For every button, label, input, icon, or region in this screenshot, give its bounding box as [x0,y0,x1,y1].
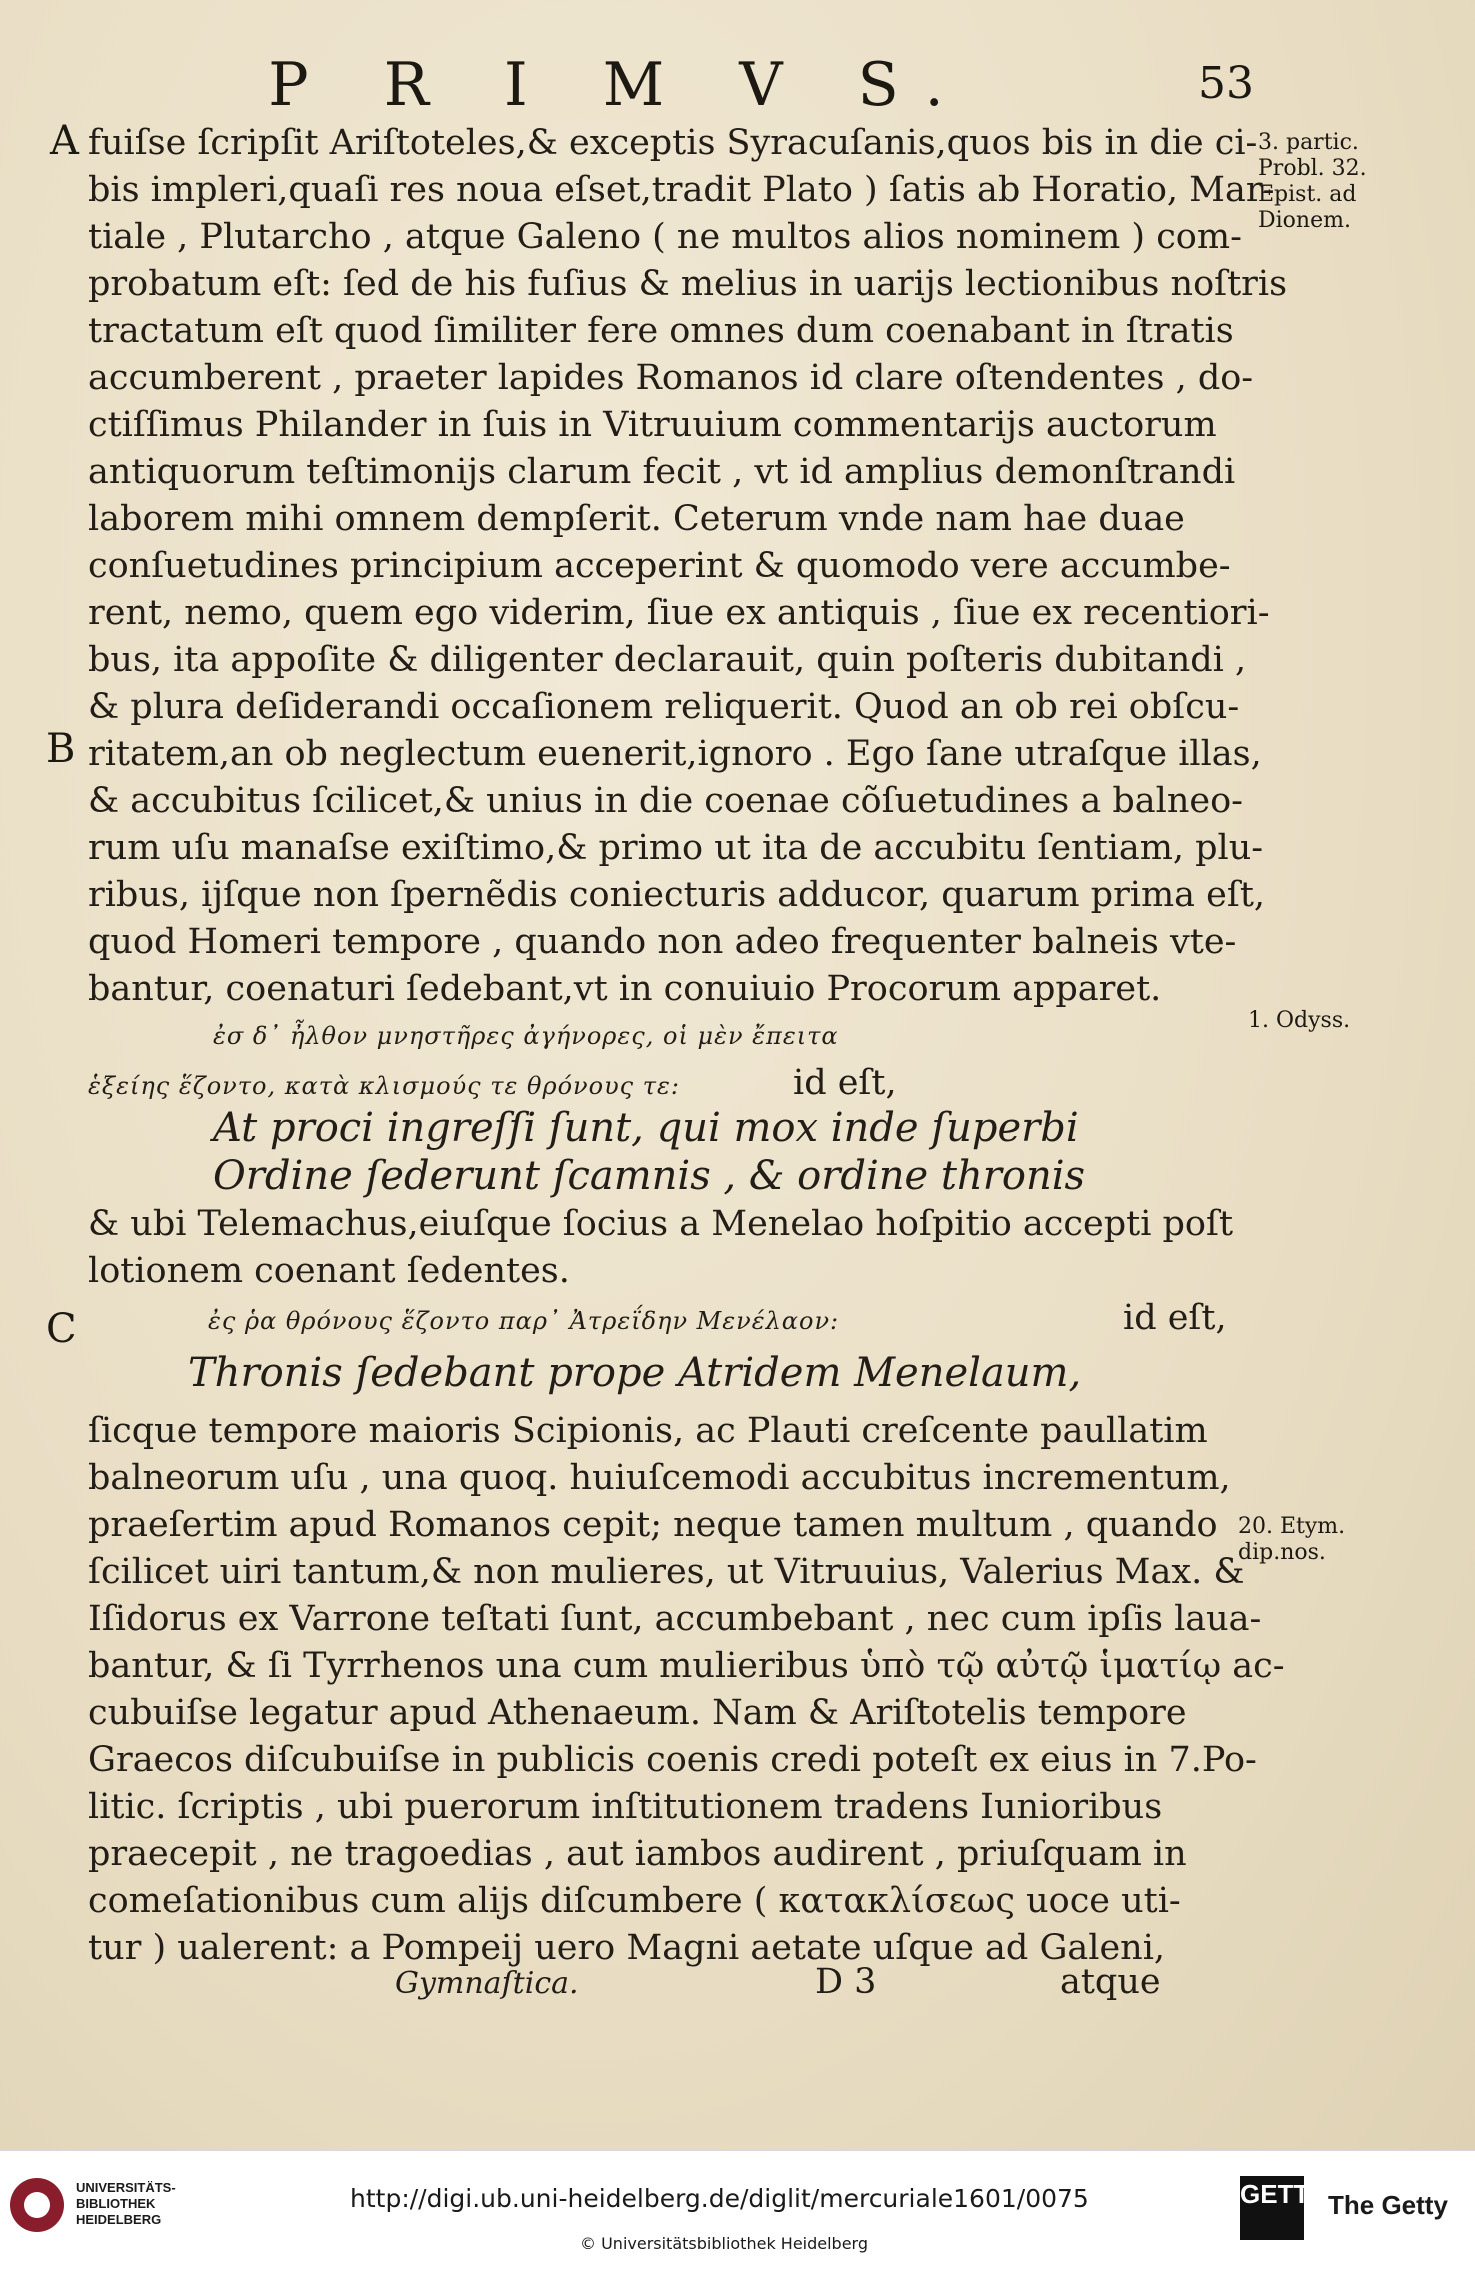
greek-quote-line-2 [88,1060,1268,1105]
latin-verse-line: Thronis ſedebant prope Atridem Menelaum, [188,1350,1082,1396]
text-line: & plura deſiderandi occaſionem reliquerit. Quod an ob rei obſcu- [88,687,1240,727]
text-line: fuiſse ſcripſit Ariſtoteles,& exceptis Syracuſanis,quos bis in die ci- [88,123,1258,163]
permalink-url[interactable]: http://digi.ub.uni-heidelberg.de/diglit/mercuriale1601/0075 [350,2184,1089,2213]
text-line: laborem mihi omnem dempſerit. Ceterum vnde nam hae duae [88,499,1185,539]
copyright-notice: © Universitätsbibliothek Heidelberg [580,2234,869,2253]
text-line: rum uſu manaſse exiſtimo,& primo ut ita de accubitu ſentiam, plu- [88,828,1264,868]
seal-icon [10,2178,64,2232]
text-line: ctiſſimus Philander in ſuis in Vitruuium commentarijs auctorum [88,405,1217,445]
text-line: bantur, & ſi Tyrrhenos una cum mulieribus ὑπὸ τῷ αὐτῷ ἱματίῳ ac- [88,1646,1285,1686]
latin-verse-line: Ordine ſederunt ſcamnis , & ordine thronis [213,1153,1086,1199]
text-line: conſuetudines principium acceperint & quomodo vere accumbe- [88,546,1231,586]
margin-note-odyssey: 1. Odyss. [1248,1008,1351,1033]
margin-note-etym: 20. Etym. dip.nos. [1238,1514,1346,1565]
margin-letter-b: B [46,726,76,772]
id-est-label: id eſt, [1123,1298,1227,1338]
text-line: bus, ita appoſite & diligenter declarauit, quin poſteris dubitandi , [88,640,1247,680]
text-line: bis impleri,quaſi res noua eſset,tradit Plato ) ſatis ab Horatio, Mar- [88,170,1275,210]
text-line: litic. ſcriptis , ubi puerorum inſtitutionem tradens Iunioribus [88,1787,1163,1827]
text-line: ritatem,an ob neglectum euenerit,ignoro . Ego ſane utraſque illas, [88,734,1262,774]
text-line: tiale , Plutarcho , atque Galeno ( ne multos alios nominem ) com- [88,217,1242,257]
university-library-logo[interactable] [10,2178,250,2238]
text-line: ribus, ijſque non ſpernẽdis coniecturis adducor, quarum prima eſt, [88,875,1266,915]
text-line: & accubitus ſcilicet,& unius in die coenae cõſuetudines a balneo- [88,781,1243,821]
text-line: ſicque tempore maioris Scipionis, ac Plauti creſcente paullatim [88,1411,1208,1451]
text-line: praeſertim apud Romanos cepit; neque tamen multum , quando [88,1505,1218,1545]
greek-quote-line-3 [88,1295,1268,1350]
viewer-footer-bar [0,2150,1475,2271]
margin-letter-a: A [50,118,79,164]
text-line: cubuiſse legatur apud Athenaeum. Nam & Ariſtotelis tempore [88,1693,1187,1733]
library-name: UNIVERSITÄTS- BIBLIOTHEK HEIDELBERG [76,2180,176,2227]
text-line: tur ) ualerent: a Pompeij uero Magni aetate uſque ad Galeni, [88,1928,1166,1968]
text-line: antiquorum teſtimonijs clarum fecit , vt id amplius demonſtrandi [88,452,1236,492]
text-line: lotionem coenant ſedentes. [88,1251,570,1291]
text-line: accumberent , praeter lapides Romanos id clare oſtendentes , do- [88,358,1254,398]
signature-mark: D 3 [815,1962,877,2002]
text-line: quod Homeri tempore , quando non adeo frequenter balneis vte- [88,922,1237,962]
running-head: P R I M V S. [268,50,972,120]
divider [0,2150,1475,2151]
page-number: 53 [1198,58,1254,109]
text-line: bantur, coenaturi ſedebant,vt in conuiuio Procorum apparet. [88,969,1162,1009]
greek-quote-text: ἐς ῥα θρόνους ἕζοντο παρ᾽ Ἀτρεΐδην Μενέλαον: [208,1307,840,1335]
getty-logo-icon[interactable]: GETTY [1240,2176,1304,2240]
text-line: ſcilicet uiri tantum,& non mulieres, ut Vitruuius, Valerius Max. & [88,1552,1245,1592]
text-line: balneorum uſu , una quoq. huiuſcemodi accubitus incrementum, [88,1458,1231,1498]
body-text [88,120,1288,1972]
text-line: Graecos diſcubuiſse in publicis coenis credi poteſt ex eius in 7.Po- [88,1740,1257,1780]
text-line: rent, nemo, quem ego viderim, ſiue ex antiquis , ſiue ex recentiori- [88,593,1270,633]
text-line: & ubi Telemachus,eiuſque ſocius a Menelao hoſpitio accepti poſt [88,1204,1234,1244]
text-line: probatum eſt: ſed de his fuſius & melius in uarijs lectionibus noſtris [88,264,1288,304]
catchword: atque [1060,1962,1161,2002]
text-line: tractatum eſt quod ſimiliter fere omnes dum coenabant in ſtratis [88,311,1234,351]
latin-verse-line: At proci ingreſſi ſunt, qui mox inde ſuperbi [213,1105,1079,1151]
id-est-label: id eſt, [793,1063,897,1103]
greek-quote-line: ἐσ δ᾽ ἦλθον μνηστῆρες ἀγήνορες, οἱ μὲν ἔπειτα [213,1022,839,1050]
greek-quote-text: ἑξείης ἕζοντο, κατὰ κλισμούς τε θρόνους τε: [88,1072,680,1100]
margin-note-plato: 3. partic. Probl. 32. Epist. ad Dionem. [1258,130,1367,233]
text-line: comeſationibus cum alijs diſcumbere ( κατακλίσεως uoce uti- [88,1881,1181,1921]
text-line: Iſidorus ex Varrone teſtati ſunt, accumbebant , nec cum ipſis laua- [88,1599,1262,1639]
text-line: praecepit , ne tragoedias , aut iambos audirent , priuſquam in [88,1834,1187,1874]
margin-letter-c: C [46,1306,77,1352]
getty-label: The Getty [1328,2190,1448,2220]
footer-note: Gymnaſtica. [395,1966,579,2001]
